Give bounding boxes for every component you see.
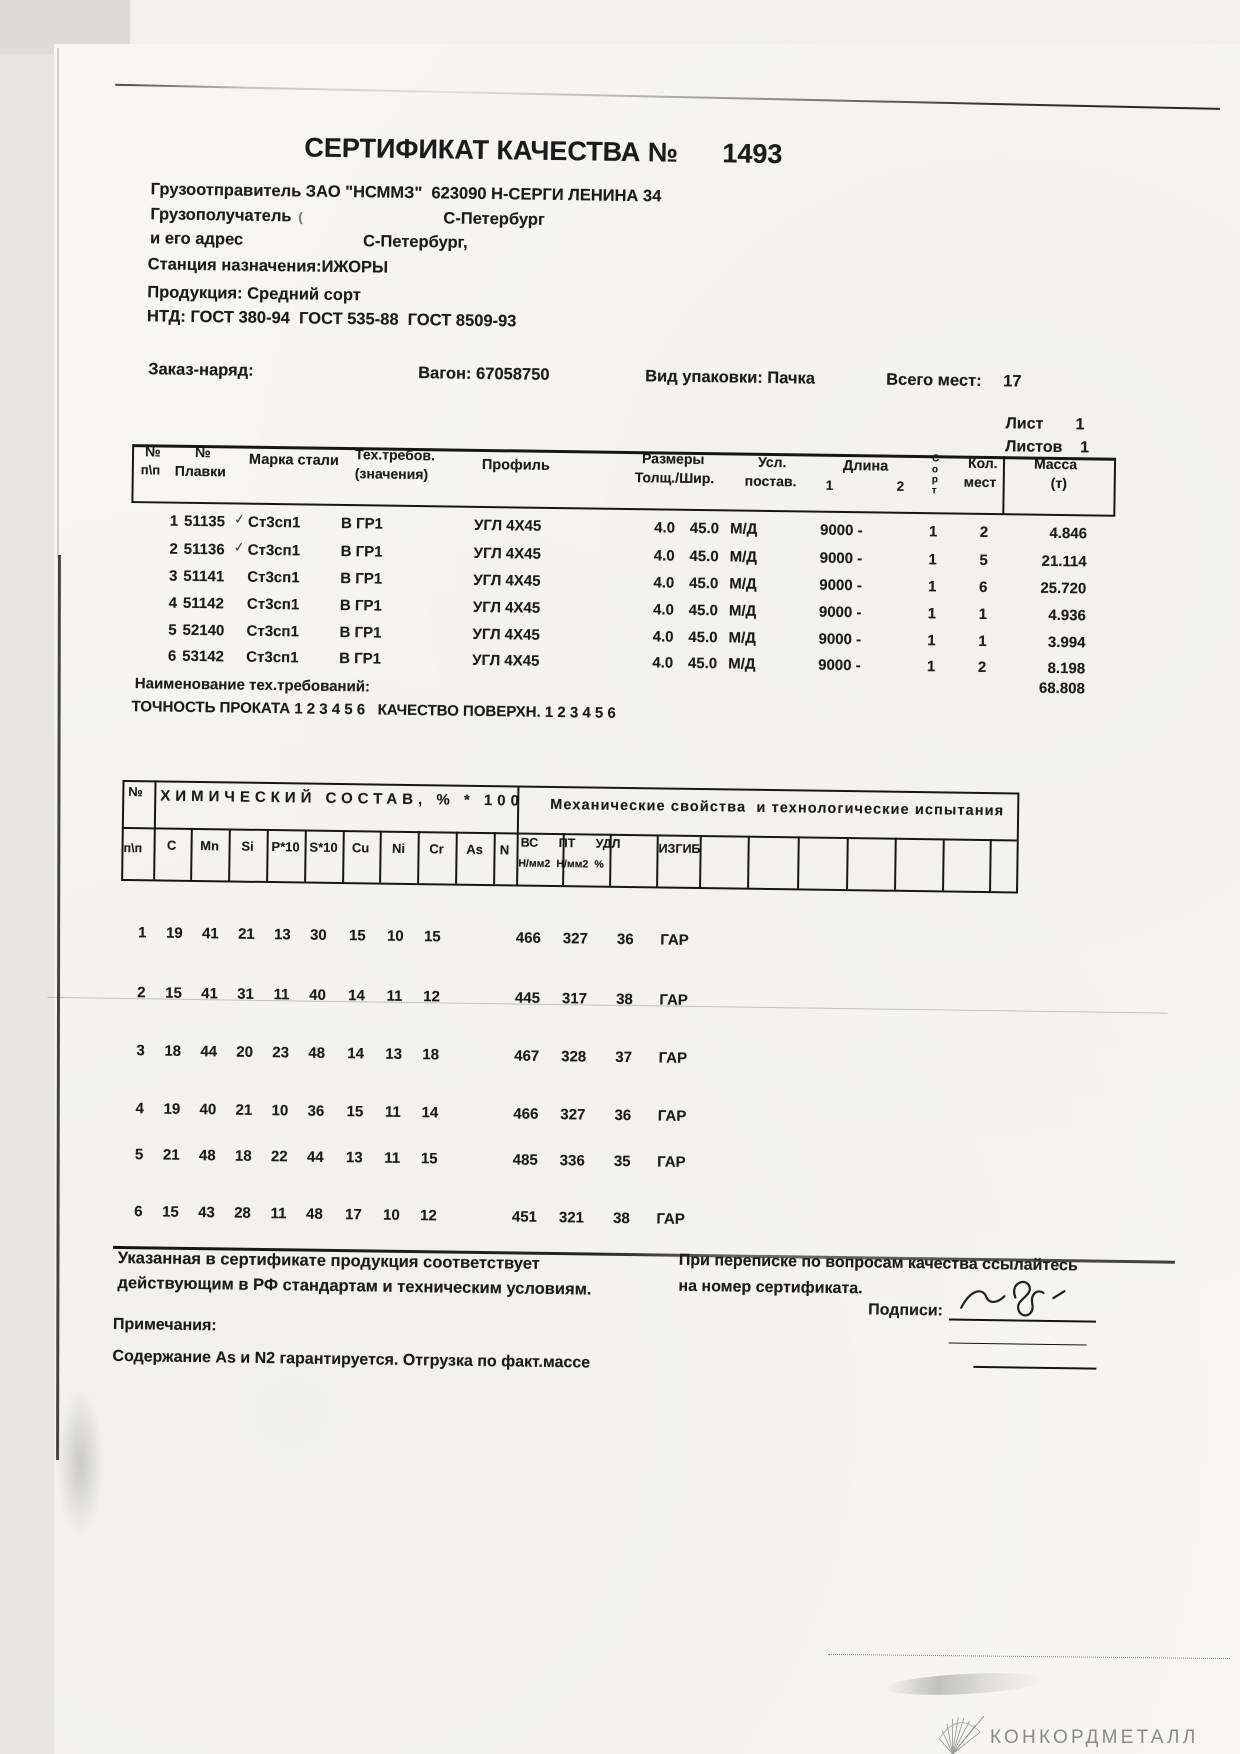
products-row-mass: 4.936 — [1048, 606, 1087, 625]
chem-col-ni: Ni — [391, 840, 406, 856]
chem-table-dividers — [1, 0, 1240, 16]
chem-value: 12 — [423, 988, 440, 1006]
products-row-wid: 45.0 — [688, 628, 718, 647]
products-row-n: 1 — [169, 512, 179, 530]
mech-col-unit: Н/мм2 — [556, 858, 589, 871]
products-row-places: 2 — [977, 658, 987, 677]
products-row-techreq: В ГР1 — [340, 569, 383, 588]
mech-value: 467 — [514, 1047, 540, 1065]
sheet-number: 1 — [1075, 416, 1085, 434]
chem-value: 15 — [348, 927, 366, 945]
products-col-length: Длина — [842, 457, 889, 475]
techreq-name-label: Наименование тех.требований: — [134, 675, 371, 696]
chem-value: 11 — [273, 986, 290, 1004]
certificate-number: 1493 — [722, 138, 783, 170]
address-label: и его адрес — [149, 229, 244, 249]
products-col-grade: Марка стали — [248, 451, 339, 469]
mech-value: 38 — [612, 1209, 630, 1228]
notes-label: Примечания: — [112, 1315, 217, 1335]
products-row-n: 2 — [169, 540, 178, 558]
chem-row-num: 6 — [134, 1203, 143, 1221]
mech-value: 36 — [614, 1106, 632, 1125]
products-row-terms: М/Д — [729, 520, 758, 538]
products-col-terms-2: постав. — [744, 472, 797, 490]
products-row-sort: 1 — [928, 523, 938, 541]
products-row-melt: 51135 — [184, 512, 226, 531]
products-row-wid: 45.0 — [689, 547, 719, 566]
order-label: Заказ-наряд: — [148, 360, 254, 380]
products-row-terms: М/Д — [728, 602, 757, 620]
chem-value: 19 — [163, 1100, 181, 1118]
chem-value: 21 — [162, 1146, 180, 1164]
logo-text: КОНКОРДМЕТАЛЛ — [990, 1727, 1199, 1748]
products-row-sort: 1 — [926, 658, 936, 676]
products-row-techreq: В ГР1 — [340, 514, 384, 533]
products-row-terms: М/Д — [728, 655, 756, 673]
correspondence-line-1: При переписке по вопросам качества ссылайтесь — [678, 1251, 1078, 1275]
consignee-value: С-Петербург — [443, 209, 545, 229]
chem-value: 36 — [307, 1102, 325, 1120]
chem-value: 40 — [199, 1101, 217, 1119]
products-row-mass: 4.846 — [1049, 524, 1088, 543]
products-row-techreq: В ГР1 — [339, 649, 382, 668]
chem-value: 31 — [237, 985, 254, 1003]
mech-value: 35 — [613, 1152, 631, 1171]
consignee-paren-mark: ( — [298, 209, 303, 225]
chem-value: 48 — [198, 1147, 216, 1165]
products-col-length-2: 2 — [896, 478, 905, 494]
chem-col-cr: Cr — [429, 841, 444, 857]
chem-row-num: 5 — [134, 1146, 144, 1164]
techreq-line: ТОЧНОСТЬ ПРОКАТА 1 2 3 4 5 6 КАЧЕСТВО ПОВЕРХН. 1 2 3 4 5 6 — [131, 698, 616, 722]
products-row-profile: УГЛ 4Х45 — [473, 544, 542, 563]
chem-value: 11 — [384, 1149, 401, 1167]
sheet-label: Лист — [1005, 415, 1044, 433]
mech-value: 466 — [513, 1105, 539, 1123]
products-col-places-2: мест — [963, 473, 997, 491]
products-row-places: 1 — [978, 605, 988, 624]
products-row-profile: УГЛ 4Х45 — [472, 598, 541, 617]
total-mass-value: 68.808 — [1038, 679, 1085, 698]
chem-value: 14 — [347, 1045, 365, 1063]
melt-check-mark: ✓ — [233, 511, 246, 528]
products-row-thk: 4.0 — [652, 628, 674, 646]
products-row-thk: 4.0 — [653, 574, 675, 592]
chem-value: 12 — [419, 1207, 437, 1225]
chem-value: 44 — [200, 1043, 218, 1061]
products-row-melt: 52140 — [182, 621, 225, 640]
chem-value: 14 — [421, 1104, 439, 1122]
products-row-places: 2 — [979, 523, 989, 542]
chem-value: 15 — [423, 928, 441, 946]
products-col-length-1: 1 — [825, 477, 834, 493]
chem-value: 30 — [309, 926, 327, 944]
total-places-value: 17 — [1003, 372, 1022, 391]
products-row-thk: 4.0 — [654, 519, 676, 537]
products-row-mass: 21.114 — [1041, 552, 1087, 571]
products-row-mass: 8.198 — [1047, 659, 1086, 678]
chem-value: 11 — [386, 987, 403, 1005]
products-row-terms: М/Д — [729, 548, 758, 566]
products-col-terms-1: Усл. — [757, 453, 787, 471]
packing-value: Вид упаковки: Пачка — [645, 367, 816, 388]
chem-value: 48 — [305, 1205, 323, 1223]
products-col-techreq-1: Тех.требов. — [354, 446, 436, 464]
correspondence-line-2: на номер сертификата. — [678, 1277, 863, 1298]
mech-value: 38 — [616, 990, 633, 1009]
products-col-mass-1: Масса — [1033, 455, 1078, 473]
chem-value: 15 — [162, 1203, 179, 1221]
products-row-wid: 45.0 — [688, 574, 719, 593]
mech-value: 451 — [511, 1208, 538, 1226]
ntd-line: НТД: ГОСТ 380-94 ГОСТ 535-88 ГОСТ 8509-93 — [146, 307, 517, 331]
chem-value: 17 — [344, 1206, 362, 1224]
logo-fan-icon — [938, 1716, 988, 1754]
products-row-length: 9000 - — [818, 656, 861, 675]
chem-row-num: 2 — [137, 984, 146, 1002]
products-row-profile: УГЛ 4Х45 — [472, 651, 540, 670]
mech-col-label: УДЛ — [595, 836, 621, 851]
products-row-techreq: В ГР1 — [339, 623, 382, 642]
chem-value: 41 — [201, 925, 219, 943]
products-col-melt-1: № — [194, 443, 211, 461]
products-row-wid: 45.0 — [689, 519, 720, 538]
bend-test-value: ГАР — [657, 1107, 687, 1125]
products-col-melt-2: Плавки — [174, 462, 226, 480]
chem-row-num: 4 — [135, 1100, 145, 1118]
mech-value: 327 — [560, 1106, 586, 1124]
compliance-line-1: Указанная в сертификате продукция соответствует — [117, 1248, 540, 1273]
products-row-melt: 51141 — [183, 567, 225, 586]
products-row-thk: 4.0 — [652, 601, 675, 619]
signatures-label: Подписи: — [868, 1301, 944, 1320]
chem-value: 20 — [236, 1043, 254, 1061]
chem-value: 44 — [306, 1148, 324, 1166]
products-row-grade: Ст3сп1 — [247, 513, 301, 532]
chem-col-s*10: S*10 — [309, 839, 338, 855]
products-row-thk: 4.0 — [653, 547, 675, 565]
chem-value: 10 — [271, 1102, 289, 1120]
bend-test-value: ГАР — [659, 991, 689, 1009]
products-row-grade: Ст3сп1 — [247, 568, 300, 587]
chem-value: 15 — [165, 984, 182, 1002]
products-row-melt: 53142 — [182, 647, 225, 666]
products-row-wid: 45.0 — [688, 601, 719, 620]
chem-col-mn: Mn — [200, 838, 220, 854]
mech-value: 36 — [616, 930, 634, 949]
products-row-length: 9000 - — [819, 549, 863, 568]
chem-col-p*10: P*10 — [271, 839, 300, 855]
bend-test-value: ГАР — [658, 1049, 688, 1067]
mech-value: 336 — [559, 1152, 585, 1170]
products-col-sizes-1: Размеры — [641, 450, 705, 468]
products-row-places: 5 — [979, 551, 988, 570]
products-row-n: 4 — [168, 594, 178, 612]
products-row-terms: М/Д — [728, 629, 757, 647]
station-line: Станция назначения:ИЖОРЫ — [147, 255, 389, 277]
products-col-techreq-2: (значения) — [354, 465, 429, 483]
products-row-melt: 51136 — [183, 540, 225, 559]
mech-col-unit: Н/мм2 — [518, 857, 551, 870]
bend-test-value: ГАР — [656, 1210, 685, 1228]
products-row-n: 5 — [168, 621, 177, 639]
consignee-label: Грузополучатель — [150, 205, 292, 226]
chem-row-num: 3 — [136, 1042, 145, 1060]
chem-value: 28 — [234, 1204, 251, 1222]
chem-value: 19 — [165, 924, 183, 942]
sheets-number: 1 — [1080, 439, 1090, 457]
mech-col-label: ИЗГИБ — [658, 841, 701, 857]
compliance-line-2: действующим в РФ стандартам и техническим условиям. — [117, 1273, 592, 1299]
chem-value: 40 — [309, 986, 326, 1004]
products-row-grade: Ст3сп1 — [246, 648, 299, 667]
mech-col-unit: % — [594, 858, 604, 871]
products-col-sort: С о р т — [931, 453, 940, 496]
chem-value: 11 — [384, 1103, 401, 1121]
mech-value: 317 — [561, 990, 588, 1008]
mech-value: 321 — [558, 1209, 585, 1227]
chem-value: 22 — [270, 1148, 288, 1166]
products-row-length: 9000 - — [818, 630, 862, 649]
products-col-profile: Профиль — [481, 456, 550, 474]
products-row-profile: УГЛ 4Х45 — [472, 625, 540, 644]
products-row-places: 1 — [978, 632, 987, 651]
chem-section-header: ХИМИЧЕСКИЙ СОСТАВ, % * 100 — [160, 787, 525, 810]
total-places-label: Всего мест: — [886, 370, 982, 390]
mech-value: 485 — [512, 1151, 538, 1169]
mech-value: 328 — [561, 1048, 587, 1066]
mech-col-label: ВС — [520, 835, 539, 850]
chem-col-cu: Cu — [351, 840, 370, 856]
chem-value: 43 — [198, 1204, 215, 1222]
wagon-value: Вагон: 67058750 — [418, 364, 550, 384]
products-row-thk: 4.0 — [652, 654, 674, 672]
products-row-profile: УГЛ 4Х45 — [473, 516, 542, 535]
products-row-length: 9000 - — [818, 603, 862, 622]
chem-value: 14 — [348, 987, 365, 1005]
products-row-grade: Ст3сп1 — [246, 622, 299, 641]
mech-col-label: ПТ — [558, 836, 576, 851]
products-row-length: 9000 - — [819, 576, 862, 595]
products-row-sort: 1 — [927, 605, 937, 623]
chem-num-header: № — [128, 784, 143, 800]
mech-value: 466 — [515, 929, 541, 947]
scan-artifact-top-line — [115, 84, 1220, 110]
chem-row-num: 1 — [137, 924, 147, 942]
chem-value: 23 — [272, 1044, 290, 1062]
chem-col-n: N — [499, 842, 510, 858]
bend-test-value: ГАР — [657, 1153, 686, 1171]
chem-value: 41 — [201, 985, 218, 1003]
chem-value: 21 — [235, 1101, 253, 1119]
products-row-grade: Ст3сп1 — [247, 541, 301, 560]
chem-value: 13 — [273, 926, 291, 944]
shipper-label: Грузоотправитель — [150, 180, 302, 201]
mech-value: 37 — [615, 1048, 633, 1067]
products-row-techreq: В ГР1 — [340, 542, 383, 561]
chem-value: 21 — [237, 925, 255, 943]
products-row-wid: 45.0 — [687, 654, 718, 673]
chem-value: 11 — [270, 1205, 287, 1223]
signature-line-2 — [949, 1343, 1087, 1346]
certificate-title: СЕРТИФИКАТ КАЧЕСТВА № — [304, 132, 679, 168]
products-row-sort: 1 — [928, 551, 937, 569]
chem-value: 13 — [345, 1149, 363, 1167]
chem-value: 15 — [420, 1150, 438, 1168]
sheets-label: Листов — [1005, 438, 1063, 457]
shipper-value: ЗАО "НСММЗ" 623090 Н-СЕРГИ ЛЕНИНА 34 — [305, 182, 662, 206]
products-col-num-1: № — [144, 443, 161, 460]
chem-col-c: C — [166, 837, 177, 853]
chem-value: 18 — [234, 1147, 252, 1165]
products-col-mass-2: (т) — [1050, 474, 1068, 492]
products-row-grade: Ст3сп1 — [246, 595, 300, 614]
chem-value: 18 — [164, 1042, 182, 1060]
chem-col-as: As — [466, 841, 483, 857]
products-row-places: 6 — [978, 578, 988, 597]
signature-line-3 — [973, 1366, 1096, 1369]
products-row-profile: УГЛ 4Х45 — [473, 571, 541, 590]
chem-value: 10 — [382, 1206, 400, 1224]
chem-col-si: Si — [241, 838, 254, 854]
chem-value: 48 — [308, 1044, 326, 1062]
products-row-techreq: В ГР1 — [339, 596, 382, 615]
products-row-n: 6 — [167, 647, 177, 665]
address-value: С-Петербург, — [362, 232, 468, 252]
mech-value: 327 — [562, 930, 588, 948]
products-row-sort: 1 — [927, 632, 936, 650]
mech-value: 445 — [514, 989, 541, 1007]
products-row-n: 3 — [168, 567, 178, 585]
products-row-sort: 1 — [927, 578, 937, 596]
products-col-num-2: п\п — [140, 462, 161, 478]
chem-value: 10 — [386, 927, 404, 945]
products-col-places-1: Кол. — [967, 454, 998, 472]
bend-test-value: ГАР — [660, 931, 689, 949]
chem-np-header: п\п — [123, 840, 143, 856]
mech-section-header: Механические свойства и технологические испытания — [550, 796, 1005, 820]
chem-value: 13 — [385, 1045, 403, 1063]
product-line: Продукция: Средний сорт — [147, 283, 362, 305]
note-line: Содержание As и N2 гарантируется. Отгрузка по факт.массе — [112, 1347, 591, 1372]
products-row-melt: 51142 — [182, 594, 224, 613]
products-row-mass: 3.994 — [1047, 633, 1086, 652]
products-row-length: 9000 - — [819, 521, 863, 540]
melt-check-mark: ✓ — [233, 539, 246, 556]
signature-scribble — [958, 1275, 1077, 1325]
products-col-sizes-2: Толщ./Шир. — [634, 469, 715, 487]
chem-value: 15 — [346, 1103, 364, 1121]
products-row-terms: М/Д — [729, 575, 757, 593]
products-row-mass: 25.720 — [1040, 579, 1087, 598]
chem-value: 18 — [422, 1046, 440, 1064]
